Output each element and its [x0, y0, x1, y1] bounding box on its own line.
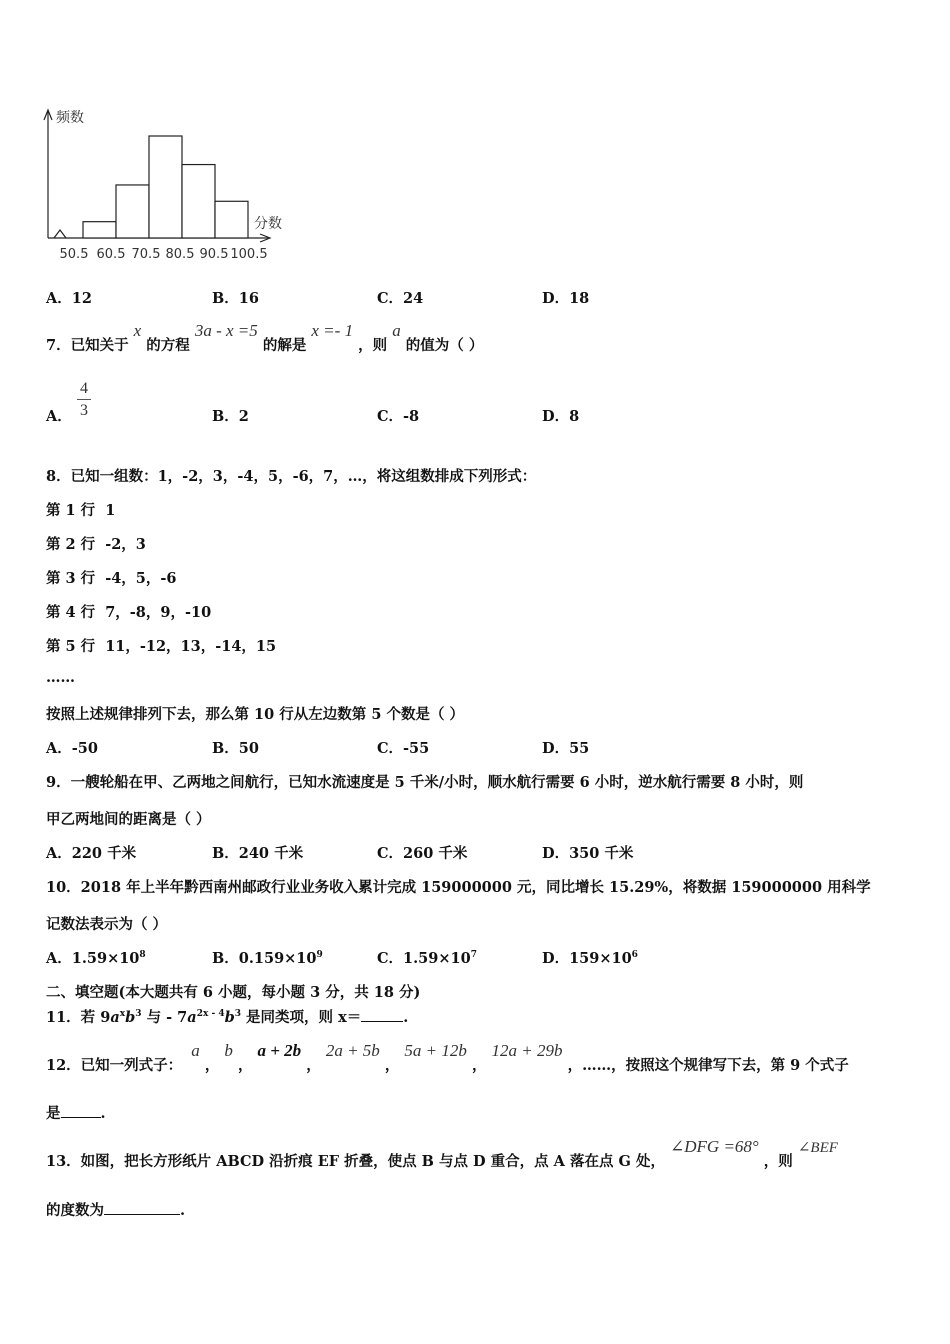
fraction-numerator: 4: [80, 380, 88, 397]
q7-option-a-label: A．: [46, 408, 72, 425]
q7-text-post: 的值为（ ）: [405, 337, 484, 354]
q8-row-label: 第 5 行: [46, 638, 96, 655]
q12-pre: 12．已知一列式子：: [46, 1057, 183, 1074]
histogram-bar: [182, 165, 215, 238]
q8-row-3: [46, 567, 177, 588]
y-axis-label: 频数: [56, 110, 84, 126]
x-axis-label: 分数: [254, 216, 282, 232]
q10-option-a[interactable]: [46, 947, 146, 968]
q12-term-6: 12a + 29b: [491, 1041, 563, 1060]
histogram-bars: [83, 136, 248, 238]
q11-post: 是同类项，则 x＝: [241, 1009, 362, 1026]
q7-option-d[interactable]: D．8: [542, 408, 580, 425]
q12-comma-3: ，: [306, 1057, 321, 1074]
q8-row-values: 1: [105, 502, 116, 519]
histogram-tick-label: 50.5: [59, 247, 89, 262]
q13-angle-dfg: ∠DFG =68°: [670, 1137, 759, 1156]
q12-end: .: [100, 1105, 106, 1122]
q10-option-b-exponent: 9: [316, 950, 323, 961]
q7-var-x: x: [133, 321, 142, 340]
q11-end: .: [403, 1009, 409, 1026]
q11-answer-blank[interactable]: [361, 1009, 403, 1022]
histogram-tick-label: 60.5: [96, 247, 126, 262]
q9-option-d[interactable]: D．350 千米: [542, 845, 634, 862]
q6-option-b[interactable]: B．16: [212, 290, 259, 307]
q10-option-a-exponent: 8: [139, 950, 146, 961]
fraction-denominator: 3: [80, 402, 88, 419]
q9-option-b[interactable]: B．240 千米: [212, 845, 304, 862]
q12-comma-4: ，: [384, 1057, 400, 1074]
q12-term-3: a + 2b: [257, 1041, 302, 1060]
q8-row-2: [46, 533, 146, 554]
q11-exp-3b: 3: [234, 1009, 241, 1020]
q12-answer-blank[interactable]: [61, 1105, 101, 1118]
q12-term-5: 5a + 12b: [404, 1041, 467, 1060]
q10-option-b-base: B．0.159×10: [212, 950, 317, 967]
q12-line-2-text: 是: [46, 1105, 61, 1122]
q12-term-4: 2a + 5b: [325, 1041, 380, 1060]
histogram-bar: [149, 136, 182, 238]
frequency-histogram: [40, 100, 300, 270]
q8-ellipsis: ……: [46, 669, 75, 686]
section-2-title: 二、填空题(本大题共有 6 小题，每小题 3 分，共 18 分): [46, 984, 421, 1001]
q8-row-5: [46, 635, 276, 656]
q12-comma-2: ，: [237, 1057, 253, 1074]
q10-option-b[interactable]: [212, 947, 323, 968]
q8-stem: 8．已知一组数：1，-2，3，-4，5，-6，7，…，将这组数排成下列形式：: [46, 468, 537, 485]
histogram-bar: [215, 201, 248, 238]
q9-option-c[interactable]: C．260 千米: [377, 845, 468, 862]
q11-exp-3: 3: [135, 1009, 142, 1020]
q6-option-a[interactable]: A．12: [46, 290, 92, 307]
q7-option-c[interactable]: C．-8: [377, 408, 420, 425]
q7-option-a[interactable]: [46, 405, 72, 426]
q8-row-values: 7，-8，9，-10: [105, 604, 212, 621]
q11-pre: 11．若 9: [46, 1009, 111, 1026]
histogram-tick-label: 80.5: [165, 247, 195, 262]
q11-mid: 与 - 7: [141, 1009, 188, 1026]
q7-equation: 3a - x =5: [194, 321, 258, 340]
q7-text-pre: 7．已知关于: [46, 337, 129, 354]
histogram-bar: [83, 222, 116, 238]
q13-line-2-text: 的度数为: [46, 1202, 104, 1219]
q8-row-label: 第 1 行: [46, 502, 96, 519]
q9-line-2: 甲乙两地间的距离是（ ）: [46, 811, 211, 828]
q10-option-a-base: A．1.59×10: [46, 950, 140, 967]
q7-option-a-fraction: [77, 380, 91, 420]
q7-text-mid2: 的解是: [262, 337, 307, 354]
q12-term-2: b: [224, 1041, 233, 1060]
q10-option-d-base: D．159×10: [542, 950, 632, 967]
q8-option-b[interactable]: B．50: [212, 740, 259, 757]
q9-line-1: 9．一艘轮船在甲、乙两地之间航行，已知水流速度是 5 千米/小时，顺水航行需要 6 小时，逆水航行需要 8 小时，则: [46, 774, 804, 791]
q10-option-c[interactable]: [377, 947, 477, 968]
q7-option-b[interactable]: B．2: [212, 408, 249, 425]
q10-line-2: 记数法表示为（ ）: [46, 916, 168, 933]
q8-row-label: 第 4 行: [46, 604, 96, 621]
q7-stem: [46, 320, 484, 354]
q8-option-c[interactable]: C．-55: [377, 740, 430, 757]
q11-term-a: a: [110, 1009, 120, 1026]
q11-term-b: b: [125, 1009, 136, 1026]
q8-row-label: 第 2 行: [46, 536, 96, 553]
fraction-bar: [77, 399, 91, 400]
q13-angle-bef: ∠BEF: [797, 1140, 838, 1156]
histogram-tick-label: 70.5: [131, 247, 161, 262]
q8-row-values: -4，5，-6: [105, 570, 177, 587]
q8-row-values: -2，3: [105, 536, 146, 553]
q10-option-d-exponent: 6: [631, 950, 638, 961]
q11-exp-2x-4: 2x - 4: [196, 1009, 225, 1020]
q12-comma-5: ，: [471, 1057, 487, 1074]
histogram-tick-label: 90.5: [199, 247, 229, 262]
q8-row-values: 11，-12，13，-14，15: [105, 638, 277, 655]
q12-comma-1: ，: [204, 1057, 220, 1074]
q11-term-a2: a: [187, 1009, 197, 1026]
q11-stem: [46, 1006, 408, 1027]
q11-exp-x: x: [119, 1009, 126, 1020]
q13-text: 13．如图，把长方形纸片 ABCD 沿折痕 EF 折叠，使点 B 与点 D 重合，点 A 落在点 G 处，: [46, 1153, 665, 1170]
q12-term-1: a: [191, 1041, 200, 1060]
q7-text-mid1: 的方程: [146, 337, 190, 354]
q8-question: 按照上述规律排列下去，那么第 10 行从左边数第 5 个数是（ ）: [46, 706, 465, 723]
q13-answer-blank[interactable]: [104, 1202, 180, 1215]
histogram-tick-labels: [60, 247, 268, 262]
q10-line-1: 10．2018 年上半年黔西南州邮政行业业务收入累计完成 159000000 元，同比增长 15.29%，将数据 159000000 用科学: [46, 879, 871, 896]
q10-option-c-base: C．1.59×10: [377, 950, 471, 967]
q7-solution: x =- 1: [311, 321, 354, 340]
q8-row-4: [46, 601, 211, 622]
q12-post: ，……，按照这个规律写下去，第 9 个式子: [567, 1057, 849, 1074]
q12-line-2: [46, 1102, 106, 1123]
q8-option-d[interactable]: D．55: [542, 740, 590, 757]
q10-option-c-exponent: 7: [470, 950, 477, 961]
histogram-tick-label: 100.5: [230, 247, 268, 262]
q7-var-a: a: [392, 321, 401, 340]
q6-option-c[interactable]: C．24: [377, 290, 424, 307]
q6-option-d[interactable]: D．18: [542, 290, 590, 307]
q10-option-d[interactable]: [542, 947, 638, 968]
q7-text-mid3: ，则: [358, 337, 388, 354]
q9-option-a[interactable]: A．220 千米: [46, 845, 137, 862]
q13-mid: ，则: [763, 1153, 793, 1170]
q13-end: .: [180, 1202, 186, 1219]
q8-row-label: 第 3 行: [46, 570, 96, 587]
histogram-bar: [116, 185, 149, 238]
q8-option-a[interactable]: A．-50: [46, 740, 98, 757]
q13-stem: [46, 1136, 838, 1170]
q8-row-1: [46, 499, 115, 520]
q13-line-2: [46, 1199, 185, 1220]
q12-stem: [46, 1040, 849, 1074]
q11-term-b2: b: [224, 1009, 235, 1026]
